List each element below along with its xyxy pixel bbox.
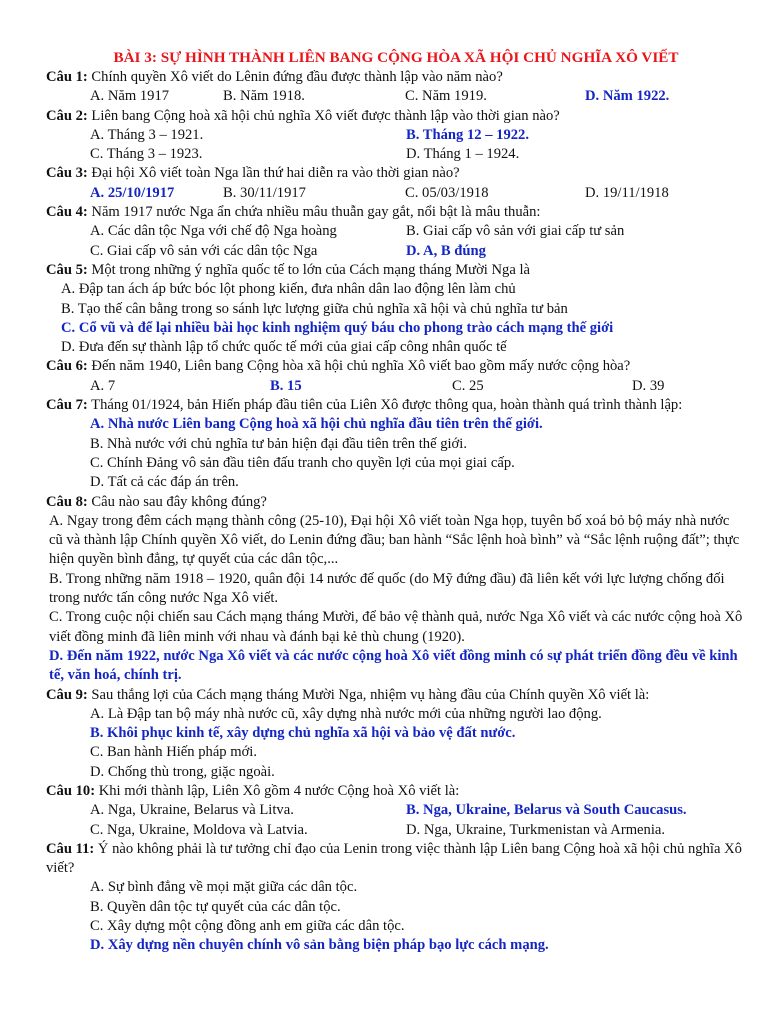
question-number: Câu 1: <box>46 69 88 85</box>
option-b-correct: B. Tháng 12 – 1922. <box>406 126 529 143</box>
question-text: Câu nào sau đây không đúng? <box>87 493 267 510</box>
option-a: A. Ngay trong đêm cách mạng thành công (25-10), Đại hội Xô viết toàn Nga họp, tuyên bố xoá bỏ bộ máy nhà nước cũ và thành lập Chính quyền Xô viết, do Lenin đứng đầu; ban hành “Sắc lệnh hoà bình” và “Sắc lệnh ruộng đất”; thực hiện quyền bình đẳng, tự quyết của các dân tộc,... <box>49 512 740 568</box>
question-text: Liên bang Cộng hoà xã hội chủ nghĩa Xô viết được thành lập vào thời gian nào? <box>87 107 560 124</box>
option-a: A. Năm 1917 <box>90 88 170 105</box>
option-a: A. Sự bình đẳng về mọi mặt giữa các dân tộc. <box>90 879 358 896</box>
options-4 <box>46 222 746 261</box>
question-2 <box>46 107 746 126</box>
question-5 <box>46 261 746 280</box>
option-d: D. Tất cả các đáp án trên. <box>90 474 239 491</box>
option-c: C. Chính Đảng vô sản đầu tiên đấu tranh cho quyền lợi của mọi giai cấp. <box>90 454 515 471</box>
option-a: A. Nga, Ukraine, Belarus và Litva. <box>90 802 294 819</box>
question-text: Tháng 01/1924, bản Hiến pháp đầu tiên của Liên Xô được thông qua, hoàn thành quá trình thành lập: <box>87 397 683 414</box>
option-d-correct: D. Đến năm 1922, nước Nga Xô viết và các nước cộng hoà Xô viết đồng minh có sự phát triển đồng đều về kinh tế, văn hoá, chính trị. <box>49 647 738 684</box>
question-number: Câu 9: <box>46 686 88 703</box>
question-number: Câu 7: <box>46 397 88 414</box>
option-b: B. Giai cấp vô sản với giai cấp tư sản <box>406 223 625 240</box>
options-7 <box>46 415 746 492</box>
question-number: Câu 2: <box>46 107 88 124</box>
question-text: Đến năm 1940, Liên bang Cộng hòa xã hội chủ nghĩa Xô viết bao gồm mấy nước cộng hòa? <box>87 358 631 375</box>
question-8 <box>46 493 746 512</box>
question-11 <box>46 840 746 879</box>
question-number: Câu 6: <box>46 358 88 375</box>
option-c: C. Ban hành Hiến pháp mới. <box>90 744 258 761</box>
option-a-correct: A. 25/10/1917 <box>90 184 175 201</box>
option-b: B. 30/11/1917 <box>223 184 306 201</box>
option-c: C. Trong cuộc nội chiến sau Cách mạng tháng Mười, để bảo vệ thành quả, nước Nga Xô viết và các nước cộng hoà Xô viết đồng minh đã liên minh với nhau và đánh bại kẻ thù chung (1920). <box>49 609 743 645</box>
question-number: Câu 11: <box>46 840 95 857</box>
option-d: D. Tháng 1 – 1924. <box>406 146 520 163</box>
option-d-correct: D. Xây dựng nền chuyên chính vô sản bằng biện pháp bạo lực cách mạng. <box>90 937 549 954</box>
option-d: D. Chống thù trong, giặc ngoài. <box>90 763 275 780</box>
options-10 <box>46 801 746 840</box>
options-5 <box>46 280 746 357</box>
question-text: Sau thắng lợi của Cách mạng tháng Mười Nga, nhiệm vụ hàng đầu của Chính quyền Xô viết là: <box>87 686 650 703</box>
question-1 <box>46 68 746 87</box>
option-d-correct: D. Năm 1922. <box>585 88 670 105</box>
question-3 <box>46 164 746 183</box>
options-2 <box>46 126 746 165</box>
worksheet-title: BÀI 3: SỰ HÌNH THÀNH LIÊN BANG CỘNG HÒA XÃ HỘI CHỦ NGHĨA XÔ VIẾT <box>113 49 679 66</box>
question-number: Câu 8: <box>46 493 88 510</box>
option-a: A. Các dân tộc Nga với chế độ Nga hoàng <box>90 223 337 240</box>
option-d: D. 19/11/1918 <box>585 184 669 201</box>
option-c: C. Giai cấp vô sản với các dân tộc Nga <box>90 242 318 259</box>
option-c: C. Xây dựng một cộng đồng anh em giữa các dân tộc. <box>90 918 405 935</box>
option-c: C. 05/03/1918 <box>405 184 489 201</box>
option-a: A. Tháng 3 – 1921. <box>90 126 204 143</box>
question-4 <box>46 203 746 222</box>
option-d: D. 39 <box>632 377 665 394</box>
option-a: A. Là Đập tan bộ máy nhà nước cũ, xây dựng nhà nước mới của những người lao động. <box>90 705 602 722</box>
question-number: Câu 10: <box>46 782 96 799</box>
option-a-correct: A. Nhà nước Liên bang Cộng hoà xã hội chủ nghĩa đầu tiên trên thế giới. <box>90 416 543 433</box>
question-10 <box>46 782 746 801</box>
option-b: B. Nhà nước với chủ nghĩa tư bản hiện đại đầu tiên trên thế giới. <box>90 435 467 452</box>
option-c: C. Tháng 3 – 1923. <box>90 146 203 163</box>
options-9 <box>46 705 746 782</box>
option-d: D. Nga, Ukraine, Turkmenistan và Armenia. <box>406 821 665 838</box>
option-c: C. Nga, Ukraine, Moldova và Latvia. <box>90 821 308 838</box>
option-b-correct: B. 15 <box>270 377 302 394</box>
question-text: Chính quyền Xô viết do Lênin đứng đầu được thành lập vào năm nào? <box>87 69 503 85</box>
question-text: Ý nào không phải là tư tưởng chỉ đạo của Lenin trong việc thành lập Liên bang Cộng hoà xã hội chủ nghĩa Xô viết? <box>46 840 742 877</box>
options-3 <box>46 184 746 203</box>
option-d: D. Đưa đến sự thành lập tổ chức quốc tế mới của giai cấp công nhân quốc tế <box>61 339 507 356</box>
question-7 <box>46 396 746 415</box>
option-a: A. 7 <box>90 377 116 394</box>
option-b-correct: B. Khôi phục kinh tế, xây dựng chủ nghĩa xã hội và bảo vệ đất nước. <box>90 725 516 742</box>
option-c: C. Năm 1919. <box>405 88 487 105</box>
option-b: B. Năm 1918. <box>223 88 305 105</box>
option-c-correct: C. Cổ vũ và để lại nhiều bài học kinh nghiệm quý báu cho phong trào cách mạng thế giới <box>61 319 614 336</box>
option-b: B. Quyền dân tộc tự quyết của các dân tộc. <box>90 898 341 915</box>
question-number: Câu 3: <box>46 165 88 182</box>
question-text: Năm 1917 nước Nga ẩn chứa nhiều mâu thuẫn gay gắt, nổi bật là mâu thuẫn: <box>87 204 541 221</box>
option-b-correct: B. Nga, Ukraine, Belarus và South Caucasus. <box>406 802 687 819</box>
question-text: Một trong những ý nghĩa quốc tế to lớn của Cách mạng tháng Mười Nga là <box>87 261 530 278</box>
question-6 <box>46 357 746 376</box>
question-number: Câu 5: <box>46 261 88 278</box>
option-a: A. Đập tan ách áp bức bóc lột phong kiến, đưa nhân dân lao động lên làm chủ <box>61 281 516 298</box>
question-9 <box>46 686 746 705</box>
options-8 <box>46 512 746 686</box>
question-number: Câu 4: <box>46 204 88 221</box>
option-c: C. 25 <box>452 377 484 394</box>
options-1 <box>46 87 746 106</box>
options-6 <box>46 377 746 396</box>
option-b: B. Trong những năm 1918 – 1920, quân đội 14 nước đế quốc (do Mỹ đứng đầu) đã liên kết với lực lượng chống đối trong nước tấn công nước Nga Xô viết. <box>49 570 725 607</box>
question-text: Đại hội Xô viết toàn Nga lần thứ hai diễn ra vào thời gian nào? <box>87 165 460 182</box>
option-d-correct: D. A, B đúng <box>406 242 486 259</box>
option-b: B. Tạo thế cân bằng trong so sánh lực lượng giữa chủ nghĩa xã hội và chủ nghĩa tư bản <box>61 300 568 317</box>
options-11 <box>46 878 746 955</box>
question-text: Khi mới thành lập, Liên Xô gồm 4 nước Cộng hoà Xô viết là: <box>95 782 460 799</box>
